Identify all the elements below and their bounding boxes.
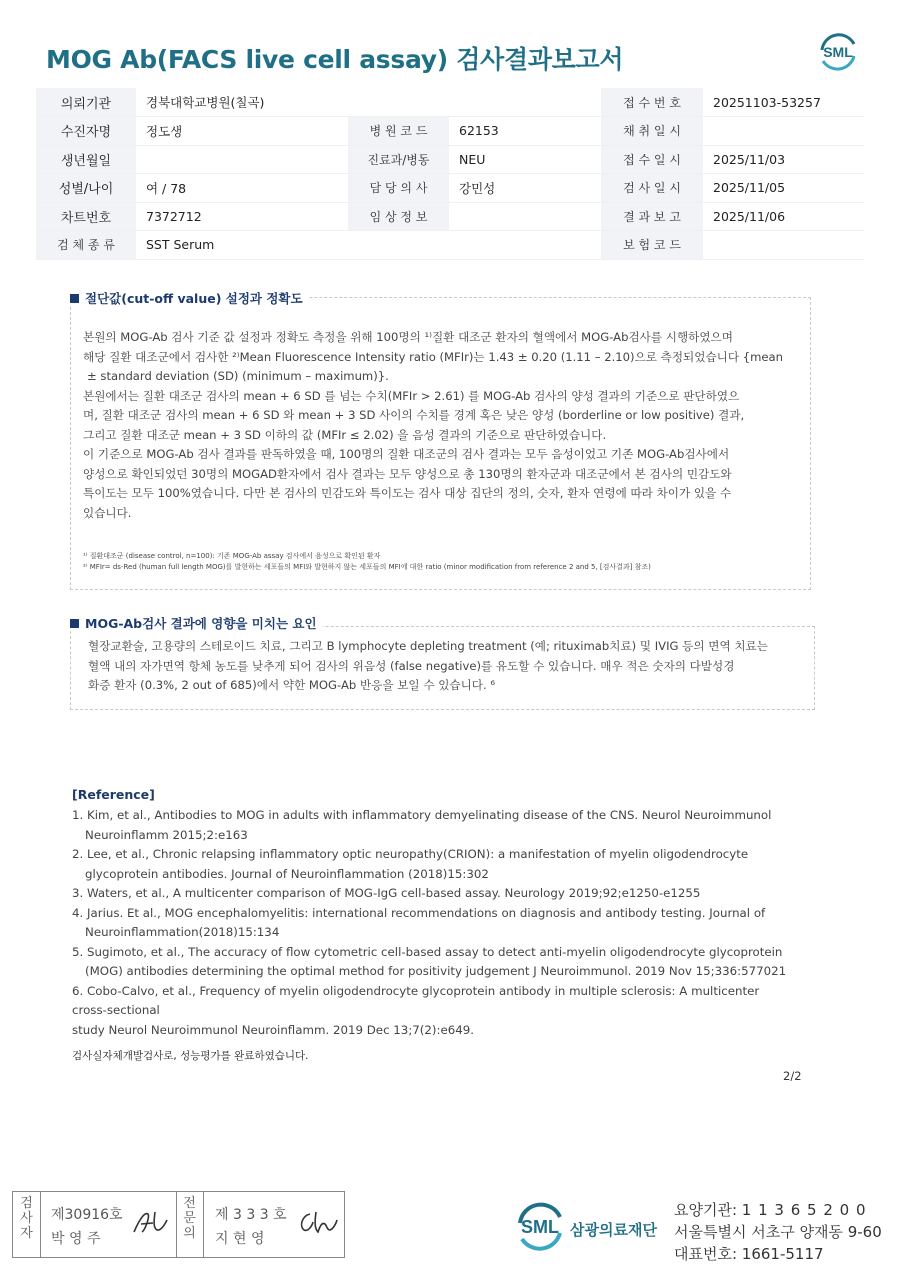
report-date-label: 결 과 보 고 xyxy=(601,202,703,231)
cutoff-section-title: 절단값(cut-off value) 설정과 정확도 xyxy=(85,291,303,306)
test-date-label: 검 사 일 시 xyxy=(601,174,703,203)
chart-no-value: 7372712 xyxy=(136,202,348,231)
collection-date-value xyxy=(703,117,864,146)
text-line: 본원의 MOG-Ab 검사 기준 값 설정과 정확도 측정을 위해 100명의 ¹⁾질환 대조군 환자의 혈액에서 MOG-Ab검사를 시행하였으며 xyxy=(83,330,733,344)
doctor-value: 강민성 xyxy=(449,174,601,203)
doctor-label: 담 당 의 사 xyxy=(348,174,449,203)
text-line: 며, 질환 대조군 검사의 mean + 6 SD 와 mean + 3 SD 사이의 수치를 경계 혹은 낮은 양성 (borderline or low positive) 결과, xyxy=(83,408,745,422)
requesting-institution-label: 의뢰기관 xyxy=(36,88,136,117)
reference-heading: [Reference] xyxy=(72,787,155,802)
insurance-code-value xyxy=(703,231,864,260)
footnote: ¹⁾ 질환대조군 (disease control, n=100): 기존 MOG-Ab assay 검사에서 음성으로 확인된 환자 xyxy=(83,552,381,560)
organization-info xyxy=(674,1199,882,1265)
receipt-date-label: 접 수 일 시 xyxy=(601,145,703,174)
square-bullet-icon xyxy=(70,619,79,628)
report-date-value: 2025/11/06 xyxy=(703,202,864,231)
text-line: 특이도는 모두 100%였습니다. 다만 본 검사의 민감도와 특이도는 검사 대상 집단의 정의, 숫자, 환자 연령에 따라 차이가 있을 수 xyxy=(83,486,732,500)
phone-number: 1661-5117 xyxy=(741,1245,824,1263)
text-line: 이 기준으로 MOG-Ab 검사 결과를 판독하였을 때, 100명의 질환 대조군의 검사 결과는 모두 음성이었고 기존 MOG-Ab검사에서 xyxy=(83,447,730,461)
specialist-signature xyxy=(296,1208,340,1238)
care-institution-line: 요양기관: 1 1 3 6 5 2 0 0 xyxy=(674,1201,867,1219)
factors-section-title: MOG-Ab검사 결과에 영향을 미치는 요인 xyxy=(85,616,317,631)
birth-label: 생년월일 xyxy=(36,145,136,174)
reference-item: 2. Lee, et al., Chronic relapsing inflammatory optic neuropathy(CRION): a manifestation of myelin oligodendrocyte glycoprotein antibodies. Journal of Neuroinflammation (2018)15:302 xyxy=(72,847,749,881)
report-title: MOG Ab(FACS live cell assay) 검사결과보고서 xyxy=(46,45,624,74)
phone-line: 대표번호: 1661-5117 xyxy=(674,1245,824,1263)
receipt-no-value: 20251103-53257 xyxy=(703,88,864,117)
chart-no-label: 차트번호 xyxy=(36,202,136,231)
birth-value xyxy=(136,145,348,174)
text-line: 그리고 질환 대조군 mean + 3 SD 이하의 값 (MFIr ≤ 2.02) 을 음성 결과의 기준으로 판단하였습니다. xyxy=(83,427,607,442)
footer-logo-text: SML xyxy=(521,1217,559,1237)
cutoff-section-text xyxy=(83,328,801,523)
reference-list xyxy=(72,806,812,1040)
specialist-name: 지 현 영 xyxy=(215,1231,265,1247)
clinical-info-label: 임 상 정 보 xyxy=(348,202,449,231)
reference-item: 1. Kim, et al., Antibodies to MOG in adults with inflammatory demyelinating disease of the CNS. Neurol Neuroimmunol Neuroinflamm 2015;2:e163 xyxy=(72,808,772,842)
specimen-label: 검 체 종 류 xyxy=(36,231,136,260)
organization-name: 삼광의료재단 xyxy=(570,1221,657,1239)
reference-item-cont: cross-sectional xyxy=(72,1003,160,1017)
sex-age-label: 성별/나이 xyxy=(36,174,136,203)
address-line: 서울특별시 서초구 양재동 9-60 xyxy=(674,1223,882,1241)
page-number: 2/2 xyxy=(783,1069,802,1083)
text-line: 양성으로 확인되었던 30명의 MOGAD환자에서 검사 결과는 모두 양성으로 총 130명의 환자군과 대조군에서 본 검사의 민감도와 xyxy=(83,466,732,481)
text-line: 혈장교환술, 고용량의 스테로이드 치료, 그리고 B lymphocyte depleting treatment (예; rituximab치료) 및 IVIG 등의 면역 치료는 xyxy=(88,639,768,653)
info-row xyxy=(36,231,864,260)
text-line: 혈액 내의 자가면역 항체 농도를 낮추게 되어 검사의 위음성 (false negative)를 유도할 수 있습니다. 매우 적은 숫자의 다발성경 xyxy=(88,658,735,673)
hospital-code-label: 병 원 코 드 xyxy=(348,117,449,146)
sml-logo-text: SML xyxy=(823,44,853,60)
examiner-license-no: 제30916호 xyxy=(51,1207,123,1223)
text-line: ± standard deviation (SD) (minimum – maximum)}. xyxy=(87,369,389,383)
sex-age-value: 여 / 78 xyxy=(136,174,348,203)
factors-section-heading xyxy=(70,614,323,632)
patient-label: 수진자명 xyxy=(36,117,136,146)
reference-item-cont: study Neurol Neuroimmunol Neuroinflamm. 2019 Dec 13;7(2):e649. xyxy=(72,1022,475,1037)
info-row xyxy=(36,145,864,174)
validation-note: 검사실자체개발검사로, 성능평가를 완료하였습니다. xyxy=(72,1050,309,1062)
examiner-name: 박 영 주 xyxy=(51,1231,101,1247)
requesting-institution-value: 경북대학교병원(칠곡) xyxy=(136,88,601,117)
collection-date-label: 채 취 일 시 xyxy=(601,117,703,146)
footnote: ²⁾ MFIr= ds-Red (human full length MOG)를 발현하는 세포들의 MFI와 발현하지 않는 세포들의 MFI에 대한 ratio (minor modification from reference 2 and 5, [검사결과] 참조) xyxy=(83,563,651,571)
reference-item: 4. Jarius. Et al., MOG encephalomyelitis: international recommendations on diagnosis and antibody testing. Journal of Neuroinflammation(2018)15:134 xyxy=(72,905,766,939)
dept-value: NEU xyxy=(449,145,601,174)
reference-item: 6. Cobo-Calvo, et al., Frequency of myelin oligodendrocyte glycoprotein antibody in multiple sclerosis: A multicenter xyxy=(72,983,760,998)
reference-item: 5. Sugimoto, et al., The accuracy of flow cytometric cell-based assay to detect anti-myelin oligodendrocyte glycoprotein (MOG) antibodies determining the optimal method for positivity judgement J Neuroimmunol. 2019 Nov 15;336:577021 xyxy=(72,944,787,978)
hospital-code-value: 62153 xyxy=(449,117,601,146)
insurance-code-label: 보 험 코 드 xyxy=(601,231,703,260)
signature-box xyxy=(12,1191,345,1258)
info-row xyxy=(36,174,864,203)
text-line: 본원에서는 질환 대조군 검사의 mean + 6 SD 를 넘는 수치(MFIr > 2.61) 를 MOG-Ab 검사의 양성 결과의 기준으로 판단하였으 xyxy=(83,388,740,403)
text-line: 있습니다. xyxy=(83,505,132,520)
specialist-license-no: 제 3 3 3 호 xyxy=(215,1207,287,1223)
reference-item: 3. Waters, et al., A multicenter comparison of MOG-IgG cell-based assay. Neurology 2019;92;e1250-e1255 xyxy=(72,886,701,900)
sml-footer-logo xyxy=(512,1199,568,1255)
text-line: 해당 질환 대조군에서 검사한 ²⁾Mean Fluorescence Intensity ratio (MFIr)는 1.43 ± 0.20 (1.11 – 2.10)으로 측정되었습니다 {mean xyxy=(83,349,783,364)
dept-label: 진료과/병동 xyxy=(348,145,449,174)
info-row xyxy=(36,202,864,231)
examiner-signature xyxy=(131,1208,171,1238)
examiner-vertical-label: 검 사 자 xyxy=(13,1192,41,1257)
specialist-vertical-label: 전 문 의 xyxy=(176,1192,204,1257)
care-institution-no: 1 1 3 6 5 2 0 0 xyxy=(741,1201,867,1219)
square-bullet-icon xyxy=(70,294,79,303)
receipt-no-label: 접 수 번 호 xyxy=(601,88,703,117)
specimen-value: SST Serum xyxy=(136,231,601,260)
patient-info-table xyxy=(36,88,864,260)
factors-section-text xyxy=(88,637,806,696)
test-date-value: 2025/11/05 xyxy=(703,174,864,203)
text-line: 화증 환자 (0.3%, 2 out of 685)에서 약한 MOG-Ab 반응을 보일 수 있습니다. ⁶ xyxy=(88,678,496,692)
info-row xyxy=(36,88,864,117)
clinical-info-value xyxy=(449,202,601,231)
info-row xyxy=(36,117,864,146)
receipt-date-value: 2025/11/03 xyxy=(703,145,864,174)
patient-value: 정도생 xyxy=(136,117,348,146)
cutoff-section-heading xyxy=(70,289,309,307)
sml-logo xyxy=(814,30,862,74)
